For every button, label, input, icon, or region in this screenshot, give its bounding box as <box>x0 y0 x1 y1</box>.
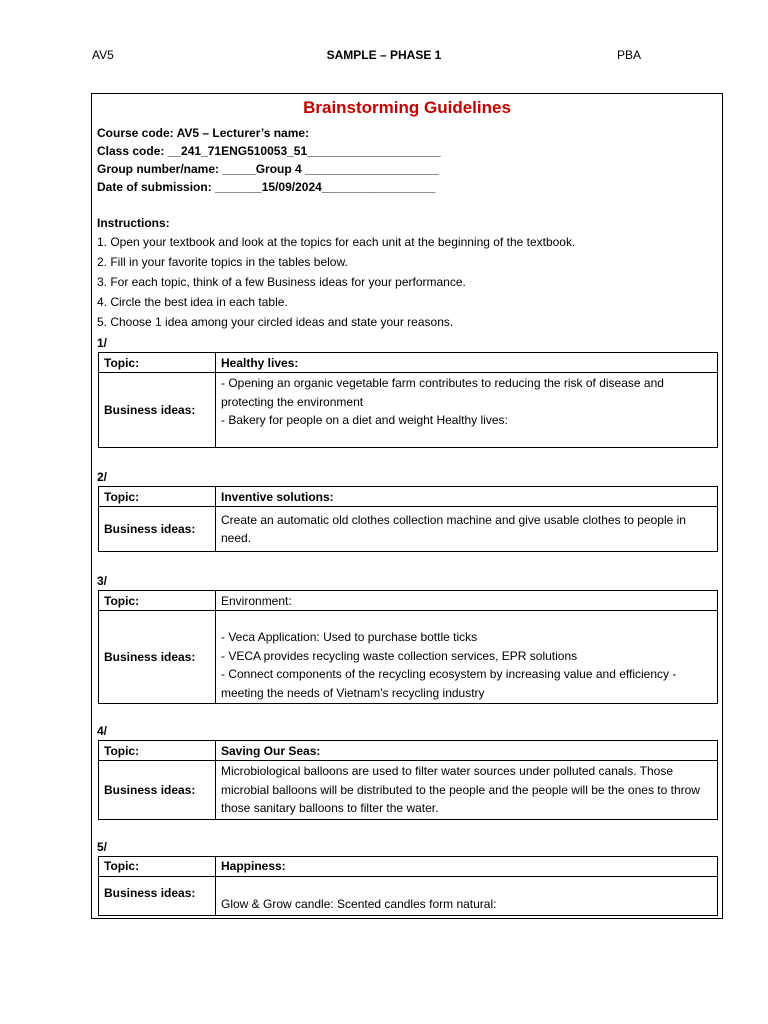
date-line: Date of submission: _______15/09/2024_________________ <box>97 180 436 194</box>
ideas-cell <box>216 876 718 915</box>
ideas-cell <box>216 611 718 704</box>
instructions-heading: Instructions: <box>97 216 170 230</box>
topic-value: Healthy lives: <box>216 353 718 373</box>
header-center: SAMPLE – PHASE 1 <box>326 48 442 62</box>
section-number: 2/ <box>97 470 108 484</box>
header-left: AV5 <box>92 48 114 62</box>
idea-line: - Veca Application: Used to purchase bottle ticks <box>221 630 478 644</box>
course-meta <box>97 124 722 196</box>
topic-label: Topic: <box>99 591 216 611</box>
topic-value: Happiness: <box>216 856 718 876</box>
topic-label: Topic: <box>99 856 216 876</box>
idea-line: - Connect components of the recycling ecosystem by increasing value and efficiency - meeting the needs of Vietnam's recycling industry <box>221 667 677 700</box>
idea-line: - Bakery for people on a diet and weight Healthy lives: <box>221 413 508 427</box>
course-code-line: Course code: AV5 – Lecturer’s name: <box>97 126 310 140</box>
idea-line: Create an automatic old clothes collection machine and give usable clothes to people in need. <box>221 512 686 545</box>
instruction-item: 3. For each topic, think of a few Business ideas for your performance. <box>97 275 466 289</box>
class-code-line: Class code: __241_71ENG510053_51____________________ <box>97 144 441 158</box>
ideas-cell <box>216 373 718 448</box>
topic-table <box>98 486 718 552</box>
instruction-item: 2. Fill in your favorite topics in the tables below. <box>97 255 348 269</box>
ideas-label: Business ideas: <box>99 611 216 704</box>
section-number: 4/ <box>97 724 108 738</box>
instruction-item: 4. Circle the best idea in each table. <box>97 295 288 309</box>
topic-label: Topic: <box>99 741 216 761</box>
instruction-item: 5. Choose 1 idea among your circled ideas and state your reasons. <box>97 315 454 329</box>
topic-value: Saving Our Seas: <box>216 741 718 761</box>
document-frame <box>91 93 723 919</box>
section-number: 5/ <box>97 839 108 854</box>
section-number: 1/ <box>97 336 108 350</box>
idea-line: - VECA provides recycling waste collection services, EPR solutions <box>221 648 578 663</box>
idea-line: Glow & Grow candle: Scented candles form natural: <box>221 897 497 911</box>
topic-table <box>98 740 718 820</box>
header-right: PBA <box>617 48 642 62</box>
page-header <box>0 48 768 66</box>
instructions <box>97 214 722 332</box>
topic-label: Topic: <box>99 353 216 373</box>
topic-value: Inventive solutions: <box>216 487 718 507</box>
topic-table <box>98 856 718 916</box>
idea-line: - Opening an organic vegetable farm contributes to reducing the risk of disease and protecting the environment <box>221 376 664 409</box>
idea-line: Microbiological balloons are used to filter water sources under polluted canals. Those microbial balloons will be distributed to the people and the people will be the ones to throw those sanitary balloons to filter the water. <box>221 764 700 815</box>
topic-label: Topic: <box>99 487 216 507</box>
document-title: Brainstorming Guidelines <box>303 98 511 117</box>
section-number: 3/ <box>97 574 108 588</box>
ideas-label: Business ideas: <box>99 876 216 915</box>
ideas-cell <box>216 761 718 820</box>
instruction-item: 1. Open your textbook and look at the topics for each unit at the beginning of the textbook. <box>97 235 576 249</box>
topic-table <box>98 590 718 704</box>
ideas-cell <box>216 507 718 552</box>
ideas-label: Business ideas: <box>99 761 216 820</box>
topic-value: Environment: <box>216 591 718 611</box>
topic-table <box>98 352 718 448</box>
group-line: Group number/name: _____Group 4 ____________________ <box>97 162 439 176</box>
ideas-label: Business ideas: <box>99 507 216 552</box>
ideas-label: Business ideas: <box>99 373 216 448</box>
